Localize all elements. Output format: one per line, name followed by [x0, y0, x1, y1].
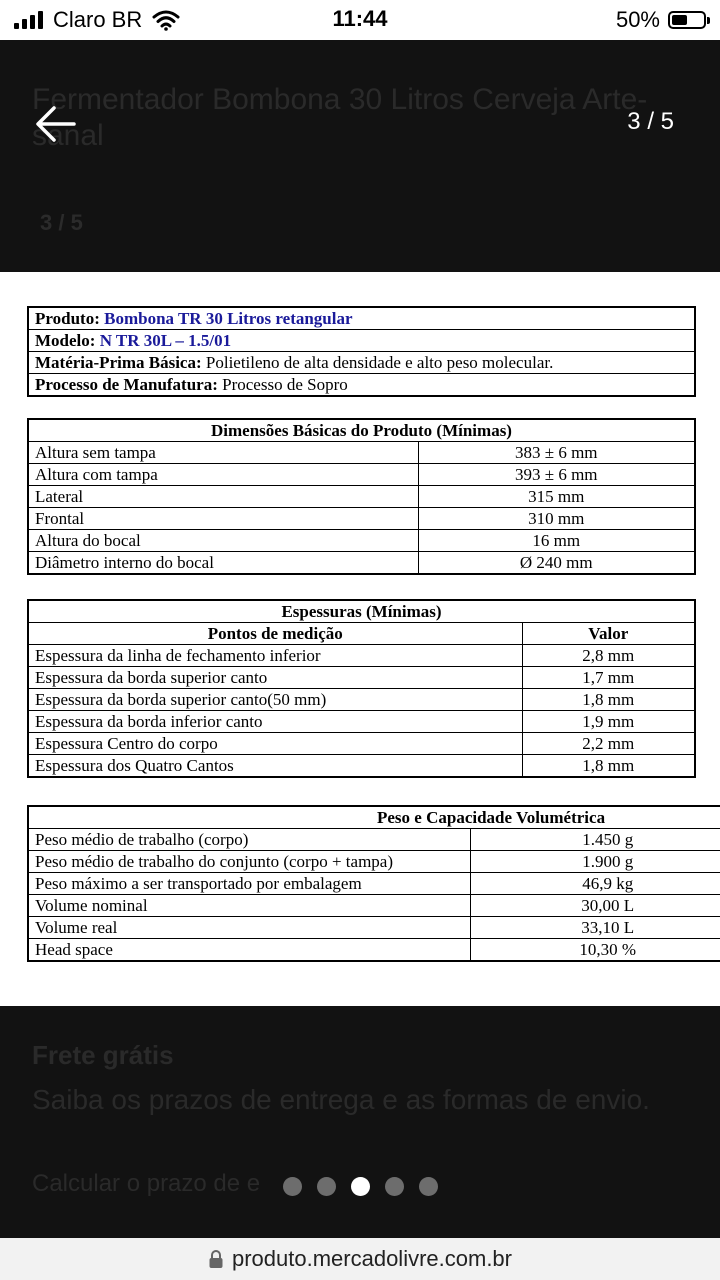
table-row	[28, 552, 695, 575]
weight-capacity-table	[27, 805, 720, 962]
row-value: 2,8 mm	[522, 645, 695, 667]
dimensions-title: Dimensões Básicas do Produto (Mínimas)	[28, 419, 695, 442]
pager-dot[interactable]	[385, 1177, 404, 1196]
row-value: 1.900 g	[470, 851, 720, 873]
pager-dot[interactable]	[283, 1177, 302, 1196]
arrow-left-icon[interactable]	[34, 104, 78, 144]
row-label: Espessura dos Quatro Cantos	[28, 755, 522, 778]
row-label: Altura sem tampa	[28, 442, 418, 464]
row-label: Altura com tampa	[28, 464, 418, 486]
clock: 11:44	[332, 6, 388, 31]
info-row-processo: Processo de Manufatura: Processo de Sopro	[28, 374, 695, 397]
table-row	[28, 755, 695, 778]
table-row	[28, 939, 720, 962]
table-row	[28, 711, 695, 733]
row-label: Peso médio de trabalho (corpo)	[28, 829, 470, 851]
table-row	[28, 645, 695, 667]
table-row	[28, 442, 695, 464]
row-value: 30,00 L	[470, 895, 720, 917]
thickness-table	[27, 599, 696, 778]
url-text: produto.mercadolivre.com.br	[231, 1246, 512, 1271]
lock-icon	[208, 1249, 224, 1269]
thickness-col-points: Pontos de medição	[28, 623, 522, 645]
row-value: 1,7 mm	[522, 667, 695, 689]
table-row	[28, 873, 720, 895]
table-row	[28, 530, 695, 552]
info-row-modelo: Modelo: N TR 30L – 1.5/01	[28, 330, 695, 352]
status-bar	[0, 0, 720, 40]
table-row	[28, 667, 695, 689]
row-value: 33,10 L	[470, 917, 720, 939]
url-bar[interactable]	[0, 1238, 720, 1280]
row-label: Head space	[28, 939, 470, 962]
row-label: Espessura da borda superior canto	[28, 667, 522, 689]
row-value: 1,8 mm	[522, 755, 695, 778]
image-counter: 3 / 5	[627, 108, 674, 135]
row-label: Lateral	[28, 486, 418, 508]
info-row-materia: Matéria-Prima Básica: Polietileno de alta densidade e alto peso molecular.	[28, 352, 695, 374]
row-label: Espessura da borda inferior canto	[28, 711, 522, 733]
shipping-title: Frete grátis	[32, 1040, 174, 1070]
pager-dot[interactable]	[419, 1177, 438, 1196]
weight-title: Peso e Capacidade Volumétrica	[28, 806, 720, 829]
calculate-shipping-link: Calcular o prazo de e	[32, 1170, 261, 1197]
product-info-table	[27, 306, 696, 397]
pager-dot[interactable]	[351, 1177, 370, 1196]
row-value: 1,8 mm	[522, 689, 695, 711]
row-value: 1,9 mm	[522, 711, 695, 733]
row-label: Espessura Centro do corpo	[28, 733, 522, 755]
row-label: Espessura da linha de fechamento inferior	[28, 645, 522, 667]
shipping-text: Saiba os prazos de entrega e as formas de envio.	[32, 1084, 650, 1115]
row-label: Peso médio de trabalho do conjunto (corpo + tampa)	[28, 851, 470, 873]
table-row	[28, 851, 720, 873]
row-label: Espessura da borda superior canto(50 mm)	[28, 689, 522, 711]
row-label: Diâmetro interno do bocal	[28, 552, 418, 575]
row-value: 310 mm	[418, 508, 695, 530]
row-value: 1.450 g	[470, 829, 720, 851]
battery-percent: 50%	[615, 7, 660, 32]
row-value: 383 ± 6 mm	[418, 442, 695, 464]
row-label: Frontal	[28, 508, 418, 530]
battery-icon	[668, 11, 706, 29]
row-value: 315 mm	[418, 486, 695, 508]
dimensions-table	[27, 418, 696, 575]
row-label: Peso máximo a ser transportado por embalagem	[28, 873, 470, 895]
table-row	[28, 895, 720, 917]
table-row	[28, 486, 695, 508]
background-image-counter: 3 / 5	[40, 210, 83, 235]
table-row	[28, 829, 720, 851]
row-value: 16 mm	[418, 530, 695, 552]
row-value: 46,9 kg	[470, 873, 720, 895]
table-row	[28, 464, 695, 486]
carrier-name: Claro BR	[53, 7, 143, 32]
thickness-title: Espessuras (Mínimas)	[28, 600, 695, 623]
row-label: Volume nominal	[28, 895, 470, 917]
pager-dots	[0, 1177, 720, 1196]
row-value: 2,2 mm	[522, 733, 695, 755]
product-image[interactable]	[0, 272, 720, 1006]
row-value: Ø 240 mm	[418, 552, 695, 575]
row-value: 10,30 %	[470, 939, 720, 962]
row-value: 393 ± 6 mm	[418, 464, 695, 486]
table-row	[28, 733, 695, 755]
table-row	[28, 508, 695, 530]
row-label: Altura do bocal	[28, 530, 418, 552]
thickness-col-value: Valor	[522, 623, 695, 645]
product-title: Fermentador Bombona 30 Litros Cerveja Arte-sanal	[32, 83, 648, 152]
table-row	[28, 917, 720, 939]
info-row-produto: Produto: Bombona TR 30 Litros retangular	[28, 307, 695, 330]
pager-dot[interactable]	[317, 1177, 336, 1196]
row-label: Volume real	[28, 917, 470, 939]
table-row	[28, 689, 695, 711]
